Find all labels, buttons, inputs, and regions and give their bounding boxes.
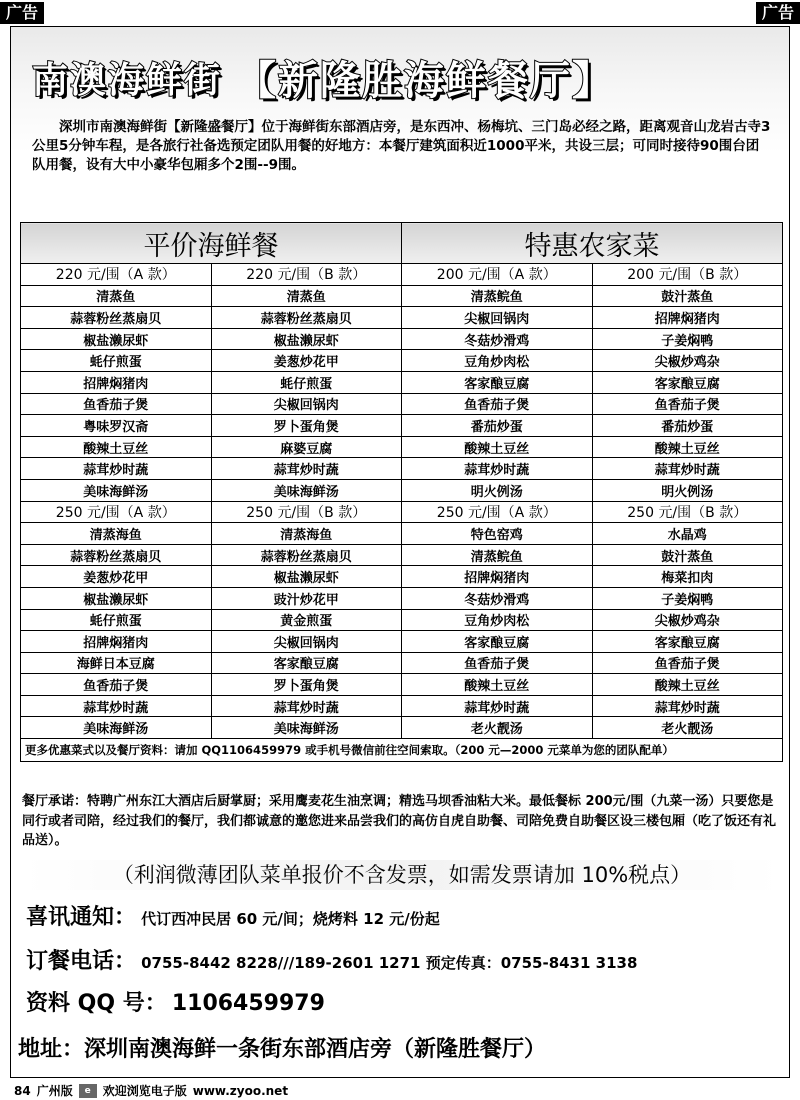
menu-price-cell: 220 元/围（B 款） bbox=[211, 264, 402, 286]
menu-dish-cell: 明火例汤 bbox=[402, 479, 593, 501]
menu-dish-cell: 椒盐濑尿虾 bbox=[211, 328, 402, 350]
menu-dish-row bbox=[21, 631, 783, 653]
menu-dish-cell: 蒜茸炒时蔬 bbox=[211, 695, 402, 717]
menu-dish-cell: 明火例汤 bbox=[592, 479, 783, 501]
menu-dish-row bbox=[21, 566, 783, 588]
menu-dish-row bbox=[21, 415, 783, 437]
title-street: 南澳海鲜街 bbox=[32, 59, 223, 101]
menu-dish-row bbox=[21, 393, 783, 415]
menu-dish-row bbox=[21, 328, 783, 350]
menu-dish-row bbox=[21, 717, 783, 739]
menu-dish-cell: 尖椒炒鸡杂 bbox=[592, 609, 783, 631]
menu-dish-row bbox=[21, 458, 783, 480]
menu-dish-row bbox=[21, 523, 783, 545]
menu-note: 更多优惠菜式以及餐厅资料：请加 QQ1106459979 或手机号微信前往空间索取。（200 元—2000 元菜单为您的团队配单） bbox=[21, 739, 783, 762]
menu-dish-cell: 清蒸海鱼 bbox=[211, 523, 402, 545]
menu-dish-row bbox=[21, 587, 783, 609]
menu-note-row bbox=[21, 739, 783, 762]
menu-dish-cell: 尖椒炒鸡杂 bbox=[592, 350, 783, 372]
menu-price-cell: 250 元/围（B 款） bbox=[592, 501, 783, 523]
menu-dish-cell: 子姜焖鸭 bbox=[592, 328, 783, 350]
menu-dish-cell: 海鲜日本豆腐 bbox=[21, 652, 212, 674]
menu-dish-cell: 酸辣土豆丝 bbox=[402, 674, 593, 696]
menu-dish-cell: 招牌焖猪肉 bbox=[21, 631, 212, 653]
menu-dish-cell: 冬菇炒滑鸡 bbox=[402, 328, 593, 350]
menu-dish-cell: 蚝仔煎蛋 bbox=[21, 350, 212, 372]
menu-dish-cell: 姜葱炒花甲 bbox=[21, 566, 212, 588]
menu-dish-cell: 梅菜扣肉 bbox=[592, 566, 783, 588]
page-footer bbox=[14, 1082, 288, 1099]
menu-dish-cell: 蒜茸炒时蔬 bbox=[21, 458, 212, 480]
menu-dish-row bbox=[21, 350, 783, 372]
menu-price-cell: 250 元/围（A 款） bbox=[402, 501, 593, 523]
menu-dish-cell: 酸辣土豆丝 bbox=[592, 436, 783, 458]
menu-dish-row bbox=[21, 652, 783, 674]
menu-dish-cell: 鱼香茄子煲 bbox=[592, 652, 783, 674]
menu-dish-row bbox=[21, 371, 783, 393]
ad-tag-left: 广告 bbox=[0, 2, 44, 24]
menu-dish-cell: 客家酿豆腐 bbox=[592, 371, 783, 393]
menu-dish-cell: 招牌焖猪肉 bbox=[402, 566, 593, 588]
menu-dish-row bbox=[21, 307, 783, 329]
menu-dish-cell: 蒜茸炒时蔬 bbox=[592, 458, 783, 480]
menu-dish-cell: 豆角炒肉松 bbox=[402, 609, 593, 631]
menu-dish-cell: 蒜茸炒时蔬 bbox=[592, 695, 783, 717]
menu-dish-row bbox=[21, 544, 783, 566]
qq-label: 资料 QQ 号： bbox=[26, 991, 167, 1016]
menu-dish-cell: 豆角炒肉松 bbox=[402, 350, 593, 372]
menu-dish-cell: 番茄炒蛋 bbox=[402, 415, 593, 437]
menu-dish-cell: 客家酿豆腐 bbox=[211, 652, 402, 674]
menu-dish-cell: 美味海鲜汤 bbox=[21, 479, 212, 501]
footer-slogan: 欢迎浏览电子版 bbox=[102, 1084, 187, 1098]
menu-price-row bbox=[21, 264, 783, 286]
menu-dish-row bbox=[21, 674, 783, 696]
title-restaurant: 【新隆胜海鲜餐厅】 bbox=[236, 57, 615, 104]
menu-dish-cell: 子姜焖鸭 bbox=[592, 587, 783, 609]
menu-dish-cell: 蒜茸炒时蔬 bbox=[402, 695, 593, 717]
edition-label: 广州版 bbox=[36, 1084, 73, 1098]
menu-dish-cell: 黄金煎蛋 bbox=[211, 609, 402, 631]
menu-dish-cell: 椒盐濑尿虾 bbox=[21, 587, 212, 609]
phone-line bbox=[26, 944, 637, 975]
menu-dish-cell: 豉汁炒花甲 bbox=[211, 587, 402, 609]
page-number: 84 bbox=[14, 1083, 31, 1098]
menu-dish-cell: 蚝仔煎蛋 bbox=[211, 371, 402, 393]
phone-text: 0755-8442 8228///189-2601 1271 预定传真：0755-8431 3138 bbox=[141, 954, 638, 972]
menu-dish-cell: 美味海鲜汤 bbox=[211, 479, 402, 501]
menu-dish-cell: 招牌焖猪肉 bbox=[592, 307, 783, 329]
menu-dish-cell: 粤味罗汉斋 bbox=[21, 415, 212, 437]
menu-price-cell: 250 元/围（A 款） bbox=[21, 501, 212, 523]
menu-dish-cell: 水晶鸡 bbox=[592, 523, 783, 545]
menu-dish-cell: 美味海鲜汤 bbox=[211, 717, 402, 739]
menu-dish-cell: 清蒸鲩鱼 bbox=[402, 285, 593, 307]
menu-dish-cell: 清蒸海鱼 bbox=[21, 523, 212, 545]
menu-dish-cell: 酸辣土豆丝 bbox=[21, 436, 212, 458]
qq-number: 1106459979 bbox=[171, 991, 325, 1016]
menu-dish-row bbox=[21, 695, 783, 717]
news-line bbox=[26, 900, 440, 931]
menu-dish-cell: 客家酿豆腐 bbox=[402, 631, 593, 653]
menu-dish-cell: 蒜蓉粉丝蒸扇贝 bbox=[211, 544, 402, 566]
menu-dish-cell: 清蒸鱼 bbox=[21, 285, 212, 307]
menu-dish-cell: 蒜茸炒时蔬 bbox=[402, 458, 593, 480]
menu-dish-cell: 鱼香茄子煲 bbox=[402, 393, 593, 415]
menu-dish-cell: 椒盐濑尿虾 bbox=[21, 328, 212, 350]
restaurant-promise: 餐厅承诺：特聘广州东江大酒店后厨掌厨；采用鹰麦花生油烹调；精选马坝香油粘大米。最低餐标 200元/围（九菜一汤）只要您是同行或者司陪，经过我们的餐厅，我们都诚意的邀您进来品尝我们的高仿自虎自助餐、司陪免费自助餐区设三楼包厢（吃了饭还有礼品送）。 bbox=[22, 794, 777, 848]
menu-dish-cell: 蒜蓉粉丝蒸扇贝 bbox=[21, 544, 212, 566]
ad-title bbox=[24, 52, 784, 102]
menu-table bbox=[20, 222, 783, 762]
ad-tag-right: 广告 bbox=[756, 2, 800, 24]
qq-line bbox=[26, 986, 325, 1017]
menu-dish-row bbox=[21, 285, 783, 307]
menu-dish-cell: 清蒸鲩鱼 bbox=[402, 544, 593, 566]
menu-dish-cell: 老火靓汤 bbox=[402, 717, 593, 739]
menu-dish-row bbox=[21, 436, 783, 458]
news-text: 代订西冲民居 60 元/间；烧烤料 12 元/份起 bbox=[141, 910, 440, 928]
menu-dish-row bbox=[21, 609, 783, 631]
menu-dish-cell: 姜葱炒花甲 bbox=[211, 350, 402, 372]
news-label: 喜讯通知： bbox=[26, 905, 137, 930]
menu-dish-cell: 椒盐濑尿虾 bbox=[211, 566, 402, 588]
intro-paragraph: 深圳市南澳海鲜街【新隆盛餐厅】位于海鲜街东部酒店旁，是东西冲、杨梅坑、三门岛必经之路，距离观音山龙岩古寺3公里5分钟车程，是各旅行社备选预定团队用餐的好地方：本餐厅建筑面积近1000平米，共设三层；可同时接待90围台团队用餐，设有大中小豪华包厢多个2围--9围。 bbox=[32, 119, 771, 173]
menu-dish-cell: 鱼香茄子煲 bbox=[402, 652, 593, 674]
menu-dish-cell: 罗卜蛋角煲 bbox=[211, 415, 402, 437]
menu-dish-cell: 鱼香茄子煲 bbox=[21, 674, 212, 696]
menu-dish-cell: 尖椒回锅肉 bbox=[211, 631, 402, 653]
menu-dish-cell: 鱼香茄子煲 bbox=[21, 393, 212, 415]
menu-price-cell: 220 元/围（A 款） bbox=[21, 264, 212, 286]
menu-header-row bbox=[21, 223, 783, 264]
menu-dish-cell: 麻婆豆腐 bbox=[211, 436, 402, 458]
menu-price-row bbox=[21, 501, 783, 523]
menu-dish-cell: 鱼香茄子煲 bbox=[592, 393, 783, 415]
menu-dish-cell: 尖椒回锅肉 bbox=[402, 307, 593, 329]
menu-dish-cell: 清蒸鱼 bbox=[211, 285, 402, 307]
invoice-notice: （利润微薄团队菜单报价不含发票，如需发票请加 10%税点） bbox=[24, 860, 780, 890]
menu-dish-cell: 蒜蓉粉丝蒸扇贝 bbox=[21, 307, 212, 329]
menu-dish-row bbox=[21, 479, 783, 501]
menu-category-header: 平价海鲜餐 bbox=[21, 223, 402, 264]
footer-site: www.zyoo.net bbox=[192, 1083, 289, 1098]
menu-dish-cell: 酸辣土豆丝 bbox=[592, 674, 783, 696]
menu-dish-cell: 特色窑鸡 bbox=[402, 523, 593, 545]
menu-dish-cell: 蒜蓉粉丝蒸扇贝 bbox=[211, 307, 402, 329]
menu-dish-cell: 美味海鲜汤 bbox=[21, 717, 212, 739]
menu-dish-cell: 鼓汁蒸鱼 bbox=[592, 544, 783, 566]
menu-dish-cell: 客家酿豆腐 bbox=[592, 631, 783, 653]
menu-dish-cell: 酸辣土豆丝 bbox=[402, 436, 593, 458]
menu-dish-cell: 罗卜蛋角煲 bbox=[211, 674, 402, 696]
menu-dish-cell: 鼓汁蒸鱼 bbox=[592, 285, 783, 307]
menu-price-cell: 200 元/围（A 款） bbox=[402, 264, 593, 286]
menu-price-cell: 250 元/围（B 款） bbox=[211, 501, 402, 523]
menu-dish-cell: 蒜茸炒时蔬 bbox=[211, 458, 402, 480]
site-logo-icon: e bbox=[79, 1084, 97, 1098]
menu-dish-cell: 冬菇炒滑鸡 bbox=[402, 587, 593, 609]
menu-dish-cell: 尖椒回锅肉 bbox=[211, 393, 402, 415]
address-line: 地址：深圳南澳海鲜一条街东部酒店旁（新隆胜餐厅） bbox=[18, 1037, 547, 1062]
menu-price-cell: 200 元/围（B 款） bbox=[592, 264, 783, 286]
menu-dish-cell: 番茄炒蛋 bbox=[592, 415, 783, 437]
menu-dish-cell: 客家酿豆腐 bbox=[402, 371, 593, 393]
menu-dish-cell: 蒜茸炒时蔬 bbox=[21, 695, 212, 717]
phone-label: 订餐电话： bbox=[26, 949, 137, 974]
menu-category-header: 特惠农家菜 bbox=[402, 223, 783, 264]
menu-dish-cell: 招牌焖猪肉 bbox=[21, 371, 212, 393]
menu-dish-cell: 老火靓汤 bbox=[592, 717, 783, 739]
menu-dish-cell: 蚝仔煎蛋 bbox=[21, 609, 212, 631]
